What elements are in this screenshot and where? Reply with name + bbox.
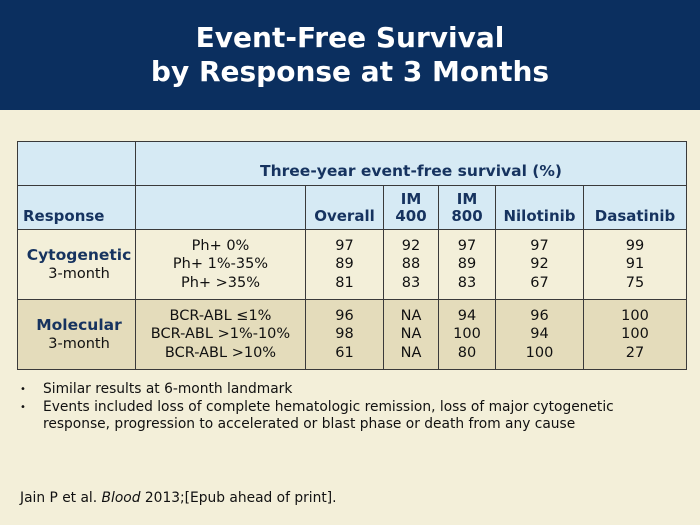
column-header-im800-line1: IM [456, 190, 478, 208]
bullet-item: • Events included loss of complete hematologic remission, loss of major cytogenetic response, progression to accelerated or blast phase or death from any cause [20, 399, 680, 434]
overall-values [306, 300, 384, 370]
column-header-im800 [439, 186, 496, 230]
group-subtitle: 3-month [48, 335, 110, 352]
table-cell: 94 [530, 326, 549, 343]
survival-table [17, 141, 687, 370]
citation-details: 2013;[Epub ahead of print]. [144, 490, 337, 506]
group-subtitle: 3-month [48, 265, 110, 282]
title-bar [0, 0, 700, 110]
table-cell: 80 [457, 344, 477, 361]
row-label: BCR-ABL >1%-10% [150, 326, 291, 343]
table-cell: 61 [335, 344, 354, 361]
table-cell: 97 [457, 237, 477, 254]
row-label: BCR-ABL >10% [164, 344, 277, 361]
table-cell: 92 [401, 237, 421, 254]
table-cell: 67 [530, 274, 549, 291]
citation-authors: Jain P et al. [20, 490, 98, 506]
column-header-dasatinib: Dasatinib [584, 186, 687, 230]
citation [20, 490, 337, 506]
table-cell: 91 [625, 256, 645, 273]
column-header-blank [136, 186, 306, 230]
row-label: Ph+ >35% [180, 274, 261, 291]
table-cell: 75 [625, 274, 645, 291]
nilotinib-values [496, 300, 584, 370]
citation-journal: Blood [101, 490, 141, 506]
column-header-im400-line1: IM [400, 190, 422, 208]
table-row-cytogenetic [18, 230, 687, 300]
table-super-header: Three-year event-free survival (%) [136, 142, 687, 186]
row-label: Ph+ 1%-35% [172, 256, 269, 273]
table-cell: 100 [621, 307, 649, 324]
table-cell: NA [400, 344, 422, 361]
bullet-list [20, 381, 680, 434]
table-cell: 98 [335, 326, 354, 343]
im800-values [439, 230, 496, 300]
table-cell: 88 [401, 256, 421, 273]
column-header-im800-line2: 800 [451, 207, 483, 225]
column-header-overall: Overall [306, 186, 384, 230]
table-cell: 100 [453, 326, 481, 343]
column-header-im400-line2: 400 [395, 207, 427, 225]
table-cell: 99 [625, 237, 645, 254]
table-cell: 100 [525, 344, 554, 361]
table-cell: 97 [530, 237, 549, 254]
group-name: Molecular [36, 315, 122, 334]
row-label: Ph+ 0% [191, 237, 250, 254]
bullet-item: • Similar results at 6-month landmark [20, 381, 680, 399]
table-cell: 89 [335, 256, 354, 273]
row-labels [136, 300, 306, 370]
table-cell: 83 [457, 274, 477, 291]
dasatinib-values [584, 230, 687, 300]
overall-values [306, 230, 384, 300]
group-cytogenetic [18, 230, 136, 300]
row-labels [136, 230, 306, 300]
im400-values [384, 230, 439, 300]
table-cell: NA [400, 307, 422, 324]
table-cell: 96 [335, 307, 354, 324]
dasatinib-values [584, 300, 687, 370]
table-cell: 83 [401, 274, 421, 291]
table-cell: NA [400, 326, 422, 343]
table-cell: 100 [621, 326, 649, 343]
slide-title-line-2: by Response at 3 Months [150, 55, 550, 88]
group-molecular [18, 300, 136, 370]
group-name: Cytogenetic [26, 245, 132, 264]
table-row-molecular [18, 300, 687, 370]
table-cell: 94 [457, 307, 477, 324]
column-header-response: Response [18, 186, 136, 230]
table-cell: 27 [625, 344, 645, 361]
table-cell: 89 [457, 256, 477, 273]
im800-values [439, 300, 496, 370]
im400-values [384, 300, 439, 370]
table-cell: 81 [335, 274, 354, 291]
table-cell: 96 [530, 307, 549, 324]
header-blank-cell [18, 142, 136, 186]
column-header-nilotinib: Nilotinib [496, 186, 584, 230]
row-label: BCR-ABL ≤1% [169, 307, 272, 324]
table-cell: 97 [335, 237, 354, 254]
nilotinib-values [496, 230, 584, 300]
table-cell: 92 [530, 256, 549, 273]
column-header-im400 [384, 186, 439, 230]
slide-title-line-1: Event-Free Survival [195, 21, 505, 54]
